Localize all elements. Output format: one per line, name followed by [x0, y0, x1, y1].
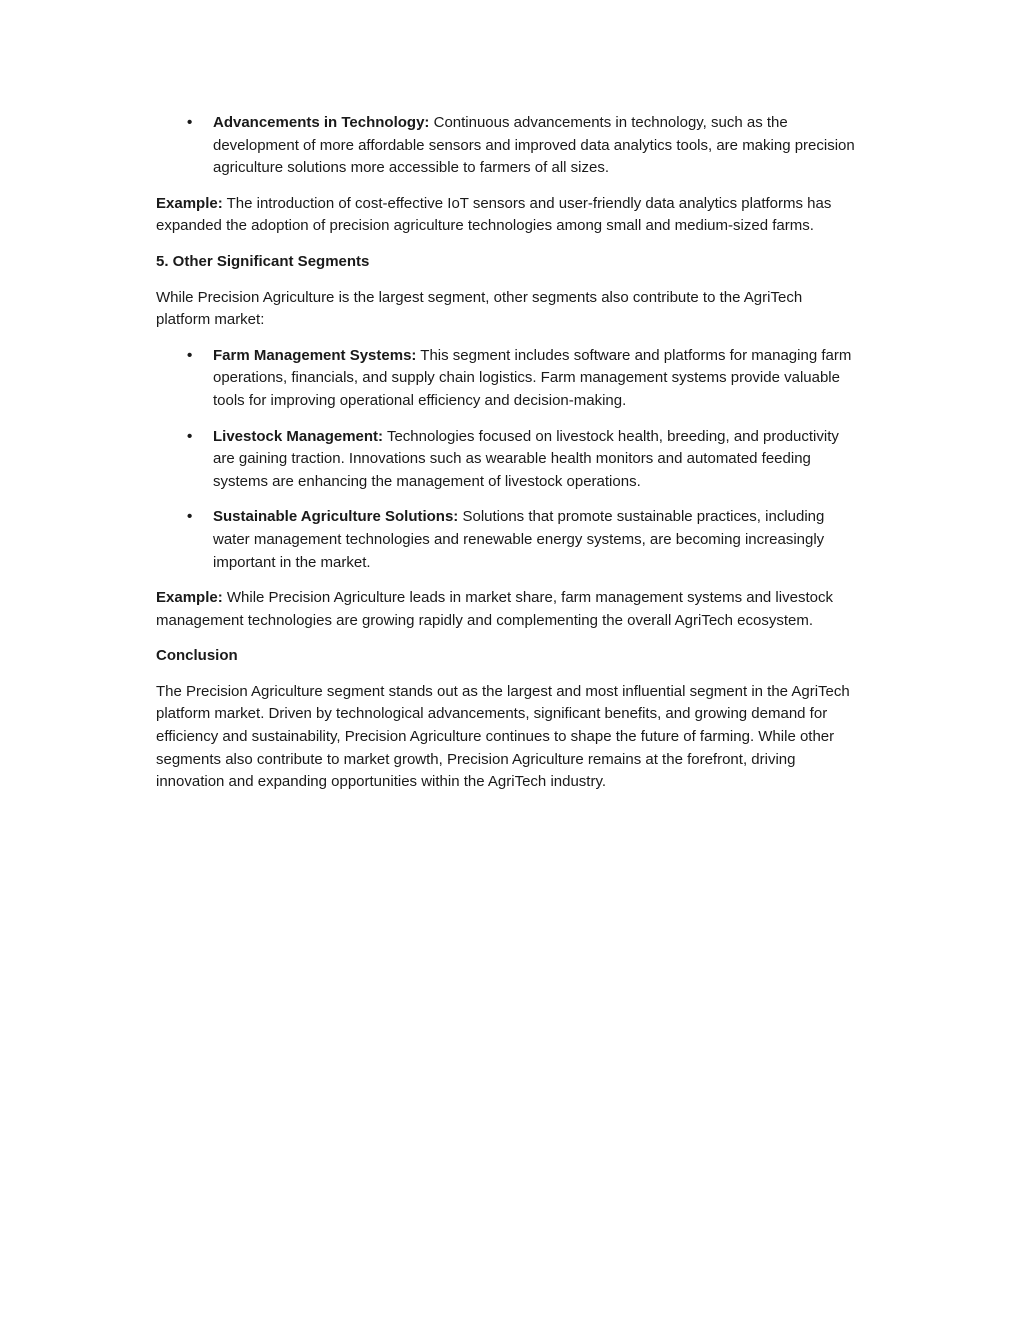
bullet-icon: • — [187, 427, 193, 445]
bullet-icon: • — [187, 346, 193, 364]
list-item-text: This segment includes software and platforms for managing farm operations, financials, and supply chain logistics. Farm management systems provide valuable tools for improving operational efficiency and decision-making. — [213, 346, 852, 409]
example-text: While Precision Agriculture leads in market share, farm management systems and livestock management technologies are growing rapidly and complementing the overall AgriTech ecosystem. — [156, 589, 833, 629]
conclusion-heading: Conclusion — [156, 647, 238, 665]
technology-bullet-list — [156, 112, 860, 180]
section-heading: 5. Other Significant Segments — [156, 252, 370, 270]
list-item — [156, 506, 860, 574]
example-label: Example: — [156, 194, 223, 212]
example-label: Example: — [156, 589, 223, 607]
list-item — [156, 112, 860, 180]
bullet-icon: • — [187, 508, 193, 526]
list-item-term: Advancements in Technology: — [213, 114, 430, 131]
list-item-term: Sustainable Agriculture Solutions: — [213, 508, 459, 526]
section-intro: While Precision Agriculture is the largest segment, other segments also contribute to the AgriTech platform market: — [156, 288, 803, 329]
conclusion-paragraph: The Precision Agriculture segment stands out as the largest and most influential segment in the AgriTech platform market. Driven by technological advancements, significant benefits, and growing demand for efficiency and sustainability, Precision Agriculture continues to shape the future of farming. While other segments also contribute to market growth, Precision Agriculture remains at the forefront, driving innovation and expanding opportunities within the AgriTech industry. — [156, 682, 850, 791]
list-item-term: Farm Management Systems: — [213, 346, 417, 364]
segments-bullet-list — [156, 345, 860, 574]
list-item-text: Continuous advancements in technology, such as the development of more affordable sensors and improved data analytics tools, are making precision agriculture solutions more accessible to farmers of all sizes. — [213, 114, 855, 177]
list-item-text: Technologies focused on livestock health, breeding, and productivity are gaining traction. Innovations such as wearable health monitors and automated feeding systems are enhancing the management of livestock operations. — [213, 427, 839, 490]
list-item — [156, 426, 860, 494]
example-text: The introduction of cost-effective IoT sensors and user-friendly data analytics platforms has expanded the adoption of precision agriculture technologies among small and medium-sized farms. — [156, 194, 832, 235]
bullet-icon: • — [187, 114, 193, 131]
list-item-text: Solutions that promote sustainable practices, including water management technologies and renewable energy systems, are becoming increasingly important in the market. — [213, 508, 825, 571]
list-item-term: Livestock Management: — [213, 427, 384, 445]
example-paragraph — [156, 587, 860, 632]
list-item — [156, 345, 860, 413]
document-page — [156, 112, 860, 807]
example-paragraph — [156, 193, 860, 238]
